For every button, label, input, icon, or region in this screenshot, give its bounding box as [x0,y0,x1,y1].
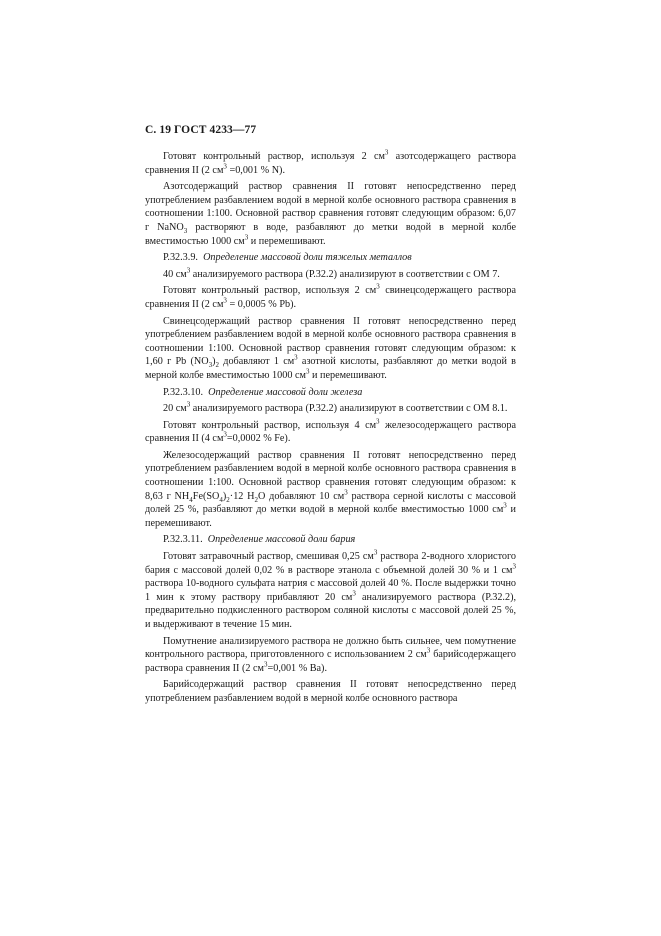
paragraph-iron-analysis: 20 $см^3$ анализируемого раствора (Р.32.2) анализируют в соответствии с ОМ 8.1. [163,400,508,415]
section-title: Определение массовой доли тяжелых металлов [203,252,412,264]
paragraph-iron-reference: Железосодержащий раствор сравнения II готовят непосредственно перед употреблением разбавлением водой в мерной колбе основного раствора сравнения в соотношении 1:100. Основной раствор сравнения готовят следующим образом: к 8,63 г $NH_4Fe(SO_4)_2\cdot 12$ $H_2O$ добавляют 10 $см^3$ раствора серной кислоты с массовой долей 25 %, разбавляют до метки водой в мерной колбе вместимостью 1000 $см^3$ и перемешивают. [145,449,517,529]
section-number: Р.32.3.11. [163,534,203,546]
section-title: Определение массовой доли железа [208,386,363,398]
section-heavy-metals [145,251,516,265]
section-number: Р.32.3.9. [163,252,198,264]
section-title: Определение массовой доли бария [207,534,356,546]
section-number: Р.32.3.10. [163,386,204,398]
paragraph-turbidity: Помутнение анализируемого раствора не должно быть сильнее, чем помутнение контрольного раствора, приготовленного с использованием 2 $см^3$ барийсодержащего раствора сравнения II (2 $см^3=0,001$ % Ba). [145,635,516,674]
paragraph-control-nitrogen: Готовят контрольный раствор, используя 2 $см^3$ азотсодержащего раствора сравнения II (2 $см^3 =0,001$ % N). [145,148,516,176]
paragraph-nitrogen-reference: Азотсодержащий раствор сравнения II готовят непосредственно перед употреблением разбавлением водой в мерной колбе основного раствора сравнения в соотношении 1:100. Основной раствор сравнения готовят следующим образом: 6,07 г NaNO$_3$ растворяют в воде, разбавляют до метки водой в мерной колбе вместимостью 1000 $см^3$ и перемешивают. [145,181,516,247]
paragraph-lead-reference: Свинецсодержащий раствор сравнения II готовят непосредственно перед употреблением разбавлением водой в мерной колбе основного раствора сравнения в соотношении 1:100. Основной раствор сравнения готовят следующим образом: к 1,60 г Pb $(NO_3)_2$ добавляют 1 $см^3$ азотной кислоты, разбавляют до метки водой в мерной колбе вместимостью 1000 $см^3$ и перемешивают. [145,315,516,381]
paragraph-barium-reference: Барийсодержащий раствор сравнения II готовят непосредственно перед употреблением разбавлением водой в мерной колбе основного раствора [145,679,516,704]
page-header: С. 19 ГОСТ 4233—77 [145,124,257,136]
section-barium [145,533,516,547]
section-iron [145,386,516,400]
paragraph-seed-solution: Готовят затравочный раствор, смешивая 0,25 $см^3$ раствора 2-водного хлористого бария с массовой долей 0,02 % в растворе этанола с объемной долей 30 % и 1 $см^3$ раствора 10-водного сульфата натрия с массовой долей 40 %. После выдержки точно 1 мин к этому раствору прибавляют 20 $см^3$ анализируемого раствора (Р.32.2), предварительно подкисленного раствором соляной кислоты с массовой долей 25 %, и выдерживают в течение 15 мин. [145,548,517,630]
paragraph-control-iron: Готовят контрольный раствор, используя 4 $см^3$ железосодержащего раствора сравнения II (4 $см^3=0,0002$ % Fe). [145,417,516,445]
document-page [145,124,516,709]
document-body [145,150,516,706]
paragraph-control-lead: Готовят контрольный раствор, используя 2 $см^3$ свинецсодержащего раствора сравнения II (2 $см^3 = 0,0005$ % Pb). [145,282,516,310]
paragraph-heavy-metals-analysis: 40 $см^3$ анализируемого раствора (Р.32.2) анализируют в соответствии с ОМ 7. [163,266,500,280]
